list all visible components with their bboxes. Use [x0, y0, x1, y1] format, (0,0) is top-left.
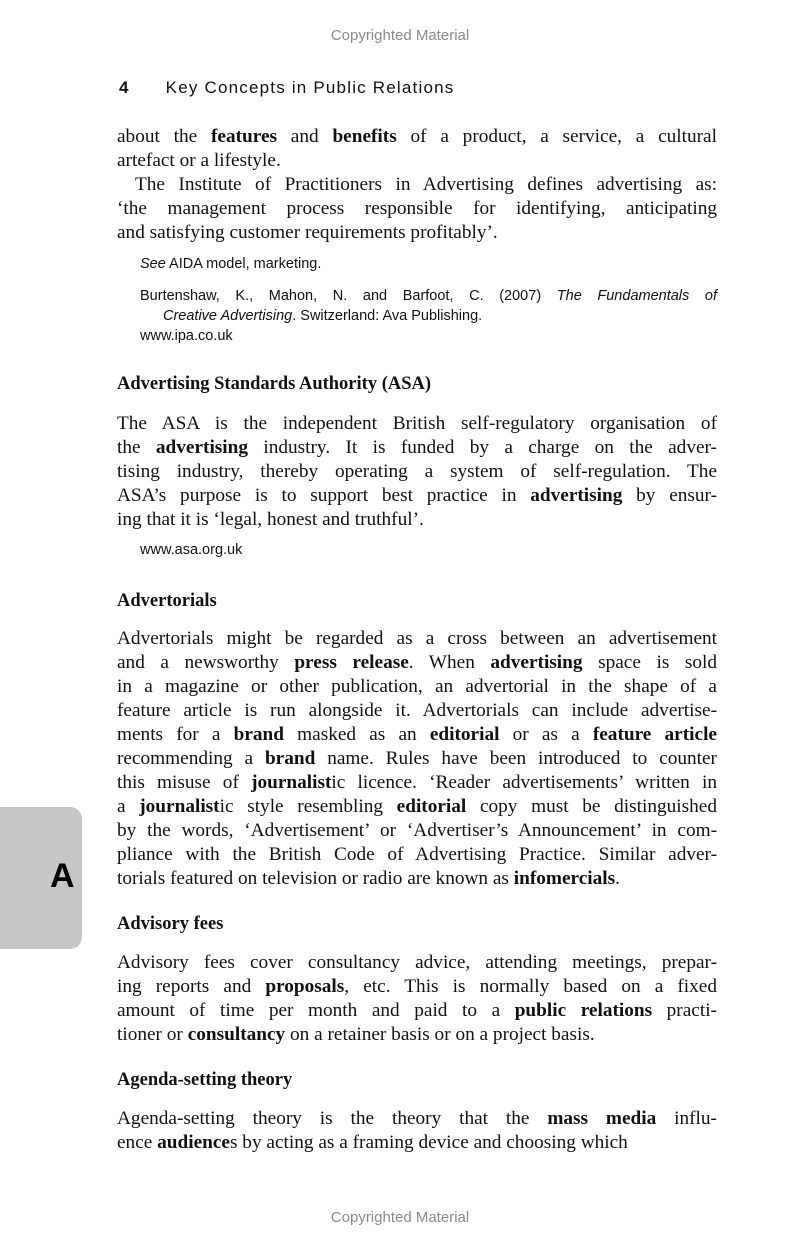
- text-run: ing that it is ‘legal, honest and truthful’.: [117, 509, 424, 530]
- cross-reference-term: advertising: [530, 485, 623, 506]
- section-thumb-tab: [0, 807, 82, 949]
- text-line: [117, 221, 717, 245]
- cross-reference-term: brand: [264, 748, 316, 769]
- text-run: Creative Advertising: [163, 308, 293, 324]
- text-run: Agenda-setting theory is the theory that the: [117, 1108, 548, 1129]
- text-run: www.ipa.co.uk: [140, 328, 233, 344]
- text-run: and: [277, 126, 333, 147]
- text-run: recommending a: [117, 748, 265, 769]
- text-run: torials featured on television or radio are known as: [117, 868, 514, 889]
- text-line: [140, 254, 717, 274]
- text-run: www.asa.org.uk: [140, 542, 243, 558]
- text-run: , etc. This is normally based on a fixed: [344, 976, 718, 997]
- text-run: the: [117, 437, 156, 458]
- cross-reference-term: public relations: [514, 1000, 653, 1021]
- text-line: [117, 867, 717, 891]
- entry-heading: Advertorials: [117, 591, 217, 611]
- text-run: ic style resembling: [219, 796, 397, 817]
- text-run: tising industry, thereby operating a system of self-regulation. The: [117, 461, 717, 482]
- text-run: pliance with the British Code of Advertising Practice. Similar adver-: [117, 844, 717, 865]
- text-run: ASA’s purpose is to support best practice in: [117, 485, 531, 506]
- text-run: Burtenshaw, K., Mahon, N. and Barfoot, C. (2007): [140, 288, 557, 304]
- entry-body: [117, 1107, 717, 1155]
- copyright-watermark-bottom: Copyrighted Material: [330, 1209, 470, 1226]
- text-line: [117, 460, 717, 484]
- cross-reference-term: mass media: [547, 1108, 657, 1129]
- text-line: [117, 951, 717, 975]
- cross-reference-term: brand: [233, 724, 284, 745]
- entry-heading: Advisory fees: [117, 914, 224, 934]
- text-run: a: [117, 796, 140, 817]
- text-run: . When: [408, 652, 491, 673]
- reference-list: [140, 540, 717, 560]
- text-line: [117, 1131, 717, 1155]
- text-line: [117, 412, 717, 436]
- text-line: [117, 699, 717, 723]
- text-line: [117, 975, 717, 999]
- text-run: The Institute of Practitioners in Advertising defines advertising as:: [135, 174, 717, 195]
- text-run: copy must be distinguished: [466, 796, 718, 817]
- paragraph: [117, 627, 717, 891]
- cross-reference-term: editorial: [429, 724, 500, 745]
- entry-heading: Advertising Standards Authority (ASA): [117, 374, 432, 394]
- text-run: artefact or a lifestyle.: [117, 150, 281, 171]
- cross-reference-term: infomercials: [513, 868, 616, 889]
- text-run: name. Rules have been introduced to counter: [315, 748, 717, 769]
- text-run: ments for a: [117, 724, 234, 745]
- cross-reference-term: features: [210, 126, 278, 147]
- reference-list: [140, 254, 717, 274]
- text-run: in a magazine or other publication, an advertorial in the shape of a: [117, 676, 717, 697]
- text-run: and satisfying customer requirements profitably’.: [117, 222, 498, 243]
- text-run: feature article is run alongside it. Advertorials can include advertise-: [117, 700, 717, 721]
- cross-reference-term: benefits: [332, 126, 397, 147]
- text-run: AIDA model, marketing.: [165, 256, 322, 272]
- running-header: [119, 78, 454, 98]
- text-line: [117, 173, 717, 197]
- cross-reference-term: audience: [157, 1132, 230, 1153]
- text-line: [117, 675, 717, 699]
- text-line: [140, 286, 717, 306]
- text-run: Advertorials might be regarded as a cross between an advertisement: [117, 628, 717, 649]
- text-run: by ensur-: [622, 485, 717, 506]
- text-run: .: [615, 868, 620, 889]
- text-line: [117, 999, 717, 1023]
- text-run: space is sold: [582, 652, 718, 673]
- text-run: See: [140, 256, 166, 272]
- cross-reference-term: press release: [294, 652, 409, 673]
- text-run: tioner or: [117, 1024, 188, 1045]
- text-run: and a newsworthy: [117, 652, 295, 673]
- text-run: on a retainer basis or on a project basis.: [285, 1024, 595, 1045]
- text-line: [140, 306, 717, 326]
- cross-reference-term: proposals: [265, 976, 345, 997]
- text-run: of a product, a service, a cultural: [396, 126, 717, 147]
- paragraph: [117, 951, 717, 1047]
- paragraph: [117, 412, 717, 532]
- cross-reference-term: consultancy: [187, 1024, 286, 1045]
- text-run: The Fundamentals of: [556, 288, 717, 304]
- book-title: Key Concepts in Public Relations: [165, 78, 455, 97]
- cross-reference-term: advertising: [490, 652, 583, 673]
- text-run: by the words, ‘Advertisement’ or ‘Advertiser’s Announcement’ in com-: [117, 820, 717, 841]
- text-line: [117, 747, 717, 771]
- entry-body: [117, 951, 717, 1047]
- cross-reference-term: advertising: [155, 437, 249, 458]
- text-line: [117, 197, 717, 221]
- reference-list: [140, 286, 717, 346]
- text-run: masked as an: [283, 724, 430, 745]
- text-line: [117, 1023, 717, 1047]
- entry-body: [117, 125, 717, 245]
- paragraph: [117, 1107, 717, 1155]
- text-line: [117, 484, 717, 508]
- text-line: [117, 149, 717, 173]
- thumb-tab-letter: A: [50, 857, 75, 895]
- text-line: [117, 627, 717, 651]
- entry-heading: Agenda-setting theory: [117, 1070, 293, 1090]
- text-line: [117, 771, 717, 795]
- text-run: ‘the management process responsible for identifying, anticipating: [117, 198, 717, 219]
- text-run: . Switzerland: Ava Publishing.: [292, 308, 483, 324]
- text-line: [117, 723, 717, 747]
- text-run: influ-: [656, 1108, 717, 1129]
- text-run: The ASA is the independent British self-regulatory organisation of: [117, 413, 717, 434]
- text-run: practi-: [652, 1000, 717, 1021]
- text-run: amount of time per month and paid to a: [117, 1000, 515, 1021]
- text-line: [117, 651, 717, 675]
- cross-reference-term: journalist: [139, 796, 220, 817]
- paragraph: [117, 125, 717, 173]
- text-run: industry. It is funded by a charge on the adver-: [248, 437, 717, 458]
- cross-reference-term: editorial: [396, 796, 467, 817]
- text-line: [117, 436, 717, 460]
- page-number: 4: [119, 78, 130, 97]
- cross-reference-term: feature article: [592, 724, 717, 745]
- text-run: ing reports and: [117, 976, 266, 997]
- text-line: [117, 1107, 717, 1131]
- text-run: about the: [117, 126, 211, 147]
- text-line: [117, 843, 717, 867]
- entry-body: [117, 627, 717, 891]
- entry-body: [117, 412, 717, 532]
- text-line: [117, 508, 717, 532]
- text-run: or as a: [499, 724, 593, 745]
- text-run: ence: [117, 1132, 158, 1153]
- paragraph: [117, 173, 717, 245]
- text-run: s by acting as a framing device and choosing which: [229, 1132, 628, 1153]
- text-run: Advisory fees cover consultancy advice, attending meetings, prepar-: [117, 952, 717, 973]
- text-run: ic licence. ‘Reader advertisements’ written in: [331, 772, 717, 793]
- text-line: [140, 540, 717, 560]
- copyright-watermark-top: Copyrighted Material: [330, 27, 470, 44]
- cross-reference-term: journalist: [251, 772, 332, 793]
- text-line: [117, 125, 717, 149]
- text-line: [117, 819, 717, 843]
- text-run: this misuse of: [117, 772, 252, 793]
- text-line: [117, 795, 717, 819]
- text-line: [140, 326, 717, 346]
